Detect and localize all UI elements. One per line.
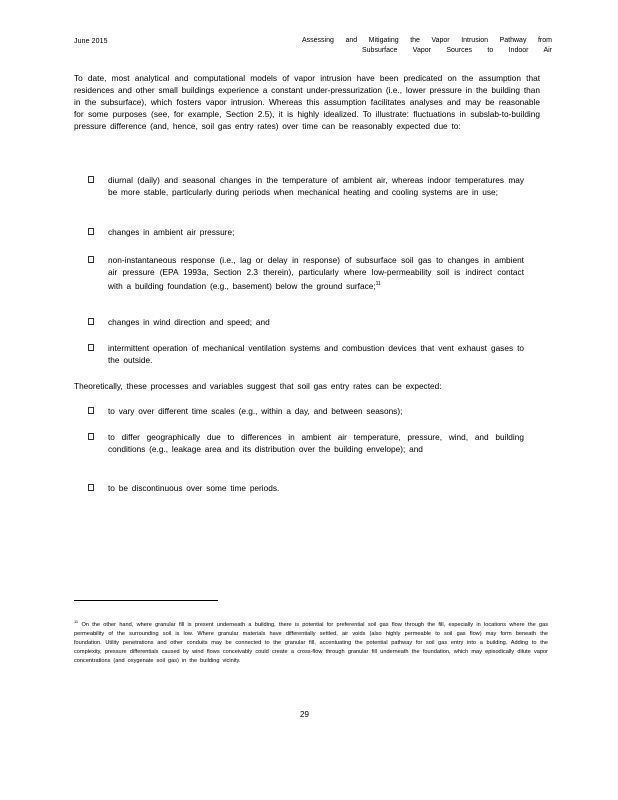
- page-number: 29: [300, 710, 309, 719]
- list-item: to vary over different time scales (e.g., within a day, and between seasons);: [108, 406, 403, 416]
- bullet-marker: [88, 407, 94, 414]
- header-title: [302, 36, 552, 56]
- footnote-separator: [74, 600, 218, 601]
- bullet-marker: [88, 256, 94, 263]
- theory-paragraph: Theoretically, these processes and variables suggest that soil gas entry rates can be expected:: [74, 381, 442, 391]
- footnote-number: 11: [74, 619, 79, 624]
- list-item: to differ geographically due to differences in ambient air temperature, pressure, wind, and building conditions (e.g., leakage area and its distribution over the building envelope); and: [108, 432, 524, 454]
- list-item: changes in wind direction and speed; and: [108, 317, 270, 327]
- footnote-text: On the other hand, where granular fill is present underneath a building, there is potential for preferential soil gas flow through the fill, especially in locations where the gas permeability of the surrounding soil is low. Where granular materials have differentially settled, air voids (also highly permeable to soil gas flow) may form beneath the foundation. Utility penetrations and other conduits may be connected to the granular fill, accentuating the potential pathway for soil gas entry into a building. Adding to the complexity, pressure differentials caused by wind flows conceivably could create a cross-flow through granular fill underneath the foundation, which may episodically dilute vapor concentrations (and oxygenate soil gas) in the building vicinity.: [74, 621, 548, 664]
- list-item-text: non-instantaneous response (i.e., lag or delay in response) of subsurface soil gas to changes in ambient air pressure (EPA 1993a, Section 2.3 therein), particularly where low-permeability soil is indirect contact with a building foundation (e.g., basement) below the ground surface;: [108, 255, 524, 291]
- intro-paragraph: To date, most analytical and computational models of vapor intrusion have been predicated on the assumption that residences and other small buildings experience a constant under-pressurization (i.e., lower pressure in the building than in the subsurface), which fosters vapor intrusion. Whereas this assumption facilitates analyses and may be reasonable for some purposes (see, for example, Section 2.5), it is highly idealized. To illustrate: fluctuations in subslab-to-building pressure difference (and, hence, soil gas entry rates) over time can be reasonably expected due to:: [74, 73, 540, 131]
- bullet-marker: [88, 484, 94, 491]
- header-title-line1: Assessing and Mitigating the Vapor Intrusion Pathway from: [302, 37, 552, 44]
- list-item: changes in ambient air pressure;: [108, 227, 235, 237]
- bullet-marker: [88, 344, 94, 351]
- bullet-marker: [88, 433, 94, 440]
- bullet-marker: [88, 176, 94, 183]
- bullet-marker: [88, 318, 94, 325]
- list-item: diurnal (daily) and seasonal changes in the temperature of ambient air, whereas indoor temperatures may be more stable, particularly during periods when mechanical heating and cooling systems are in use;: [108, 175, 524, 197]
- bullet-marker: [88, 228, 94, 235]
- header-date: June 2015: [74, 38, 108, 45]
- header-title-line2: Subsurface Vapor Sources to Indoor Air: [362, 47, 552, 54]
- footnote-reference: 11: [375, 281, 381, 287]
- footnote: [74, 617, 548, 666]
- list-item: to be discontinuous over some time periods.: [108, 483, 280, 493]
- list-item-with-footnote: [108, 254, 524, 292]
- list-item: intermittent operation of mechanical ventilation systems and combustion devices that vent exhaust gases to the outside.: [108, 343, 524, 365]
